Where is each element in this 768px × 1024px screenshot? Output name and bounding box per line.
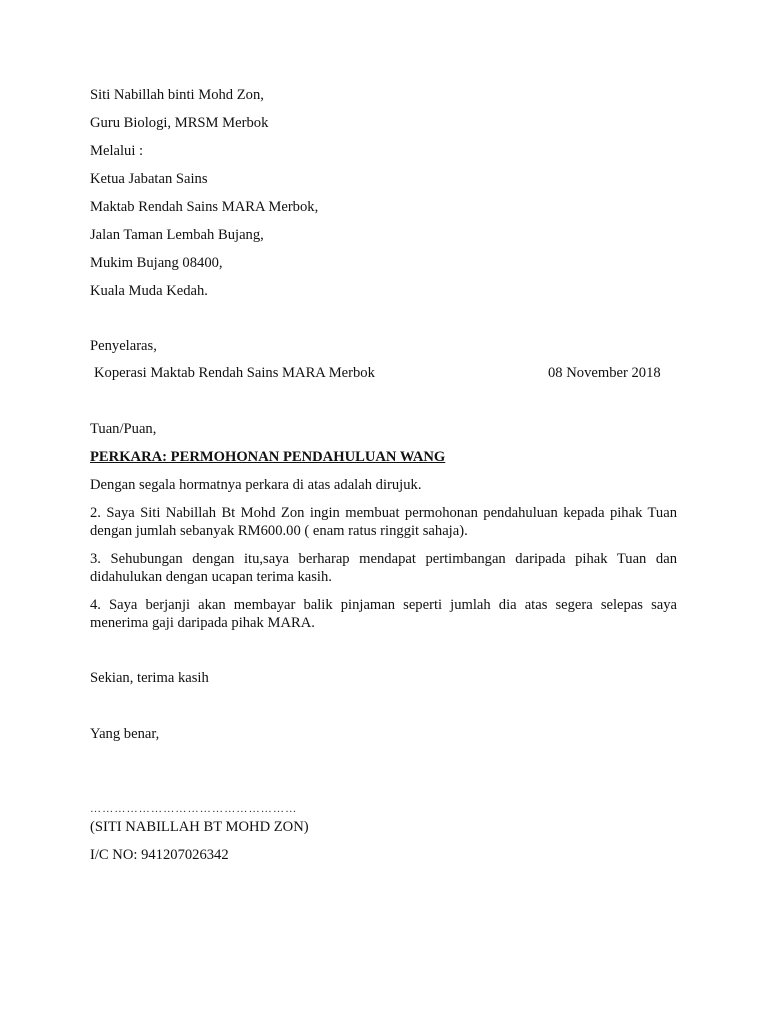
closing-line: Sekian, terima kasih [90, 670, 209, 686]
address-line-3: Mukim Bujang 08400, [90, 255, 223, 271]
letter-date: 08 November 2018 [548, 365, 661, 381]
sender-name: Siti Nabillah binti Mohd Zon, [90, 87, 264, 103]
paragraph-2: 2. Saya Siti Nabillah Bt Mohd Zon ingin membuat permohonan pendahuluan kepada pihak Tuan dengan jumlah sebanyak RM600.00 ( enam ratus ringgit sahaja). [90, 505, 677, 539]
signatory-name: (SITI NABILLAH BT MOHD ZON) [90, 819, 309, 835]
address-line-4: Kuala Muda Kedah. [90, 283, 208, 299]
paragraph-4: 4. Saya berjanji akan membayar balik pinjaman seperti jumlah dia atas segera selepas saya menerima gaji daripada pihak MARA. [90, 597, 677, 631]
opening-line: Dengan segala hormatnya perkara di atas adalah dirujuk. [90, 477, 422, 493]
ic-number: I/C NO: 941207026342 [90, 847, 229, 863]
address-line-1: Maktab Rendah Sains MARA Merbok, [90, 199, 319, 215]
recipient-title: Penyelaras, [90, 338, 157, 354]
paragraph-3: 3. Sehubungan dengan itu,saya berharap mendapat pertimbangan daripada pihak Tuan dan didahulukan dengan ucapan terima kasih. [90, 551, 677, 585]
sender-position: Guru Biologi, MRSM Merbok [90, 115, 269, 131]
department-line: Ketua Jabatan Sains [90, 171, 208, 187]
signature-line: …………………………………………… [90, 803, 298, 815]
sign-off: Yang benar, [90, 726, 160, 742]
salutation: Tuan/Puan, [90, 421, 157, 437]
address-line-2: Jalan Taman Lembah Bujang, [90, 227, 264, 243]
subject-line: PERKARA: PERMOHONAN PENDAHULUAN WANG [90, 449, 446, 465]
recipient-organization: Koperasi Maktab Rendah Sains MARA Merbok [94, 365, 375, 381]
via-label: Melalui : [90, 143, 144, 159]
